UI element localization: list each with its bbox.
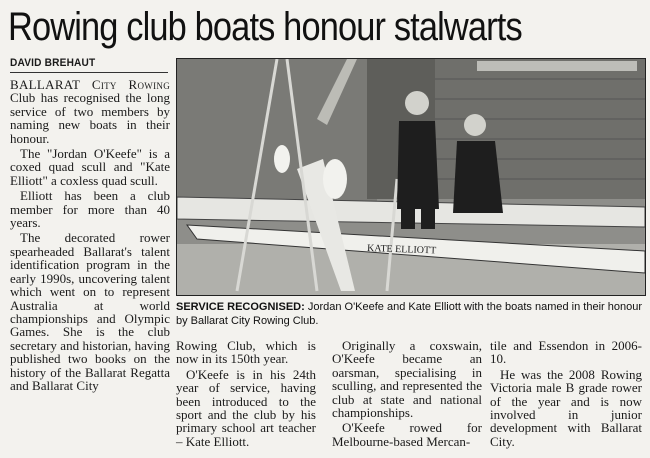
paragraph-8: O'Keefe rowed for Melbourne-based Mercan- <box>332 420 482 449</box>
byline: DAVID BREHAUT <box>10 57 96 69</box>
article-column-1 <box>10 78 170 394</box>
news-photo <box>176 58 646 296</box>
paragraph-2: The "Jordan O'Keefe" is a coxed quad scull and "Kate Elliott" a coxless quad scull. <box>10 146 170 188</box>
paragraph-3: Elliott has been a club member for more than 40 years. <box>10 188 170 231</box>
headline: Rowing club boats honour stalwarts <box>8 5 522 49</box>
paragraph-6: O'Keefe is in his 24th year of service, having been introduced to the sport and the club by his primary school art teacher – Kate Elliott. <box>176 366 316 449</box>
article-column-4 <box>490 339 642 450</box>
paragraph-4: The decorated rower spearheaded Ballarat's talent identification program in the early 1990s, uncovering talent which went on to represent Australia at world championships and Olympic Games. She is the club secretary and historian, having published two books on the history of the Ballarat Regatta and Ballarat City <box>10 230 170 393</box>
paragraph-1 <box>10 78 170 145</box>
caption-text: Jordan O'Keefe and Kate Elliott with the boats named in their honour by Ballarat City Rowing Club. <box>176 301 642 327</box>
boat-name-label: KATE ELLIOTT <box>366 243 437 257</box>
article-column-3 <box>332 339 482 450</box>
paragraph-7: Originally a coxswain, O'Keefe became an oarsman, specialising in sculling, and represented the club at state and national championships. <box>332 338 482 421</box>
caption-lead: SERVICE RECOGNISED: <box>176 301 305 313</box>
byline-rule <box>10 72 168 73</box>
paragraph-1-text: Club has recognised the long service of two members by naming new boats in their honour. <box>10 90 170 146</box>
photo-caption <box>176 300 644 328</box>
photo-illustration <box>177 59 645 295</box>
paragraph-9: tile and Essendon in 2006-10. <box>490 338 642 367</box>
lead-caps: BALLARAT City Rowing <box>10 77 170 92</box>
article-column-2 <box>176 339 316 450</box>
paragraph-10: He was the 2008 Rowing Victoria male B grade rower of the year and is now involved in junior development with Ballarat City. <box>490 366 642 449</box>
paragraph-5: Rowing Club, which is now in its 150th year. <box>176 338 316 367</box>
